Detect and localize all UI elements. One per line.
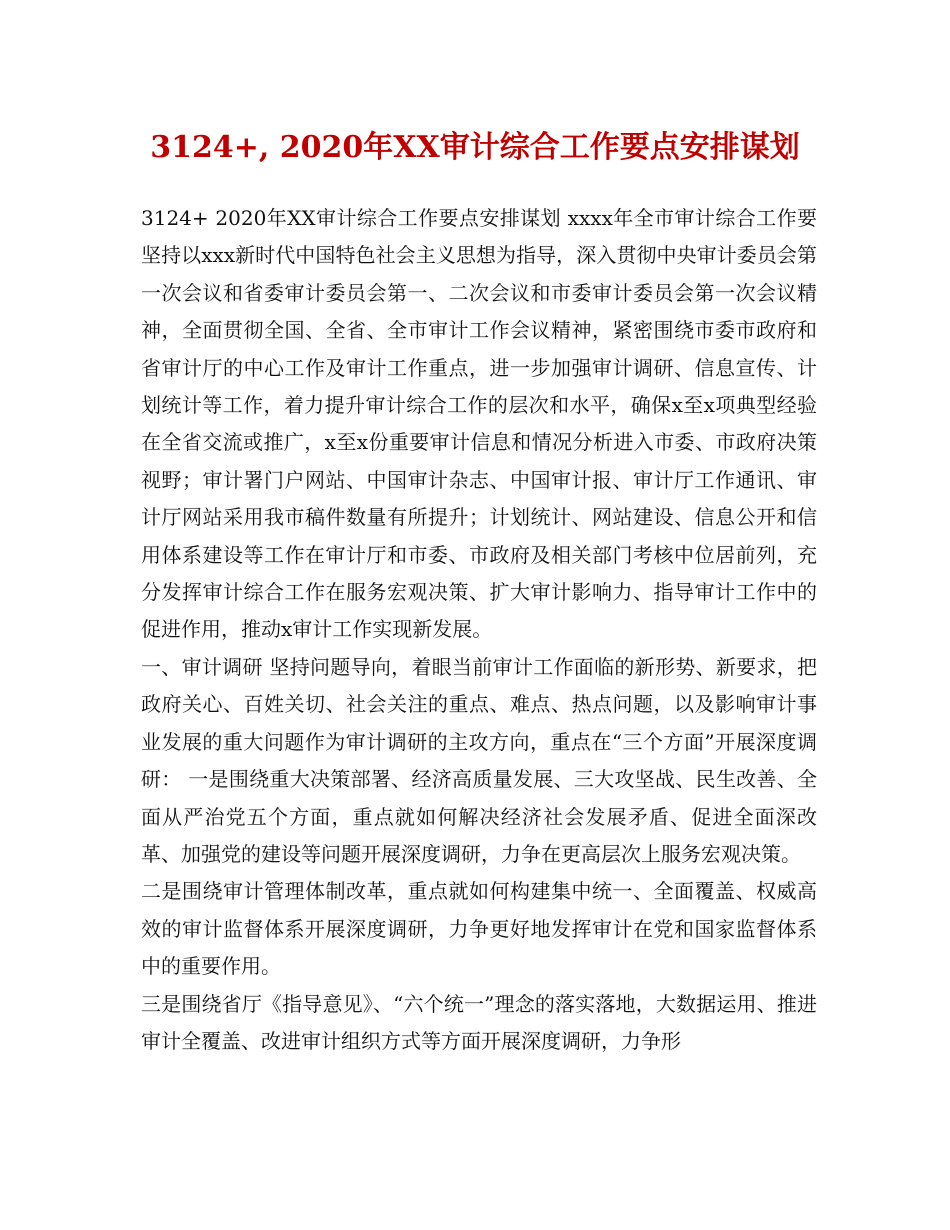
paragraph-item-two: 二是围绕审计管理体制改革，重点就如何构建集中统一、全面覆盖、权威高效的审计监督体系开展深度调研，力争更好地发挥审计在党和国家监督体系中的重要作用。: [141, 879, 817, 979]
paragraph-section-one: 一、审计调研 坚持问题导向，着眼当前审计工作面临的新形势、新要求，把政府关心、百姓关切、社会关注的重点、难点、热点问题，以及影响审计事业发展的重大问题作为审计调研的主攻方向，重点在“三个方面”开展深度调研： 一是围绕重大决策部署、经济高质量发展、三大攻坚战、民生改善、全面从严治党五个方面，重点就如何解决经济社会发展矛盾、促进全面深改革、加强党的建设等问题开展深度调研，力争在更高层次上服务宏观决策。: [141, 654, 817, 866]
paragraph-intro: 3124+ 2020年XX审计综合工作要点安排谋划 xxxx年全市审计综合工作要坚持以xxx新时代中国特色社会主义思想为指导，深入贯彻中央审计委员会第一次会议和省委审计委员会第一、二次会议和市委审计委员会第一次会议精神，全面贯彻全国、全省、全市审计工作会议精神，紧密围绕市委市政府和省审计厅的中心工作及审计工作重点，进一步加强审计调研、信息宣传、计划统计等工作，着力提升审计综合工作的层次和水平，确保x至x项典型经验在全省交流或推广，x至x份重要审计信息和情况分析进入市委、市政府决策视野；审计署门户网站、中国审计杂志、中国审计报、审计厅工作通讯、审计厅网站采用我市稿件数量有所提升；计划统计、网站建设、信息公开和信用体系建设等工作在审计厅和市委、市政府及相关部门考核中位居前列，充分发挥审计综合工作在服务宏观决策、扩大审计影响力、指导审计工作中的促进作用，推动x审计工作实现新发展。: [141, 206, 817, 642]
document-title: 3124+, 2020年XX审计综合工作要点安排谋划: [150, 130, 800, 165]
document-body: [141, 200, 817, 1060]
paragraph-item-three: 三是围绕省厅《指导意见》、“六个统一”理念的落实落地，大数据运用、推进审计全覆盖、改进审计组织方式等方面开展深度调研，力争形: [141, 991, 817, 1053]
